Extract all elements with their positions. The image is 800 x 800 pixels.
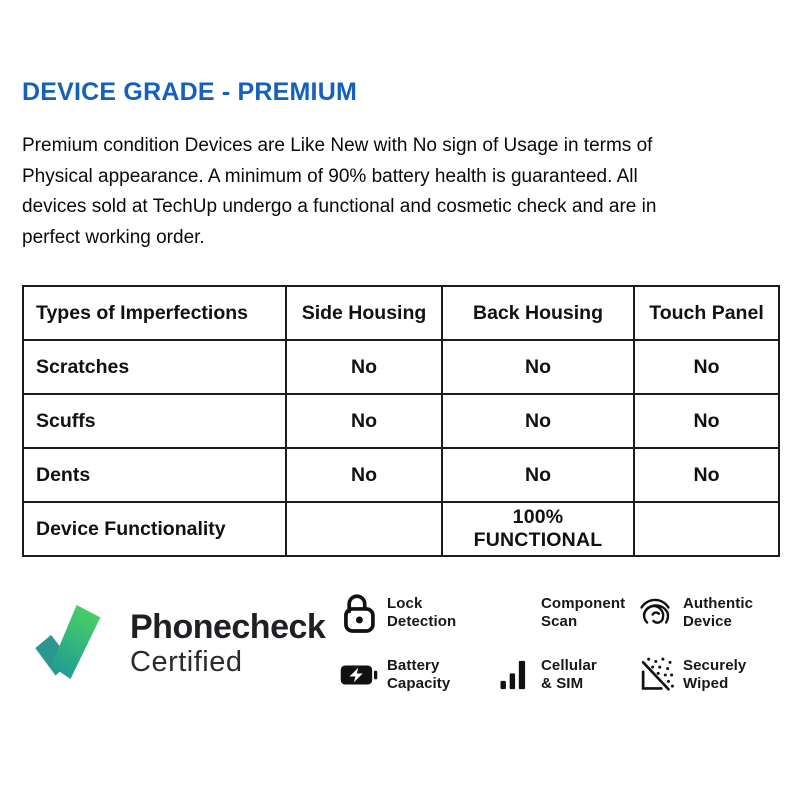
fingerprint-icon	[636, 593, 674, 633]
header-back-housing: Back Housing	[442, 286, 634, 340]
feature-label: Component Scan	[541, 594, 626, 630]
table-row-scratches	[23, 340, 779, 394]
phonecheck-logo	[22, 598, 325, 691]
battery-icon	[340, 655, 378, 695]
cell-value: No	[634, 340, 779, 394]
row-label: Scuffs	[23, 394, 286, 448]
table-row-dents	[23, 448, 779, 502]
cell-value: No	[286, 394, 442, 448]
cell-value: No	[634, 448, 779, 502]
feature-lock-detection	[340, 593, 490, 633]
component-scan-icon-blank	[494, 593, 532, 633]
wipe-icon	[636, 655, 674, 695]
cell-value: No	[442, 448, 634, 502]
feature-label: Battery Capacity	[387, 656, 451, 692]
feature-authentic-device	[636, 593, 778, 633]
feature-component-scan	[494, 593, 632, 633]
phonecheck-certified-text: Certified	[130, 646, 243, 678]
phonecheck-brand-text: Phonecheck	[130, 608, 326, 646]
feature-label: Lock Detection	[387, 594, 457, 630]
table-row-device-functionality	[23, 502, 779, 556]
signal-bars-icon	[494, 655, 532, 695]
header-side-housing: Side Housing	[286, 286, 442, 340]
feature-label: Cellular & SIM	[541, 656, 597, 692]
page-title: DEVICE GRADE - PREMIUM	[22, 78, 357, 106]
header-types-of-imperfections: Types of Imperfections	[23, 286, 286, 340]
feature-cellular-sim	[494, 655, 632, 695]
checkmark-icon	[30, 598, 118, 691]
feature-battery-capacity	[340, 655, 490, 695]
row-label: Dents	[23, 448, 286, 502]
cell-value: No	[442, 340, 634, 394]
cell-value: No	[442, 394, 634, 448]
feature-label: Authentic Device	[683, 594, 754, 630]
cell-value: No	[286, 340, 442, 394]
row-label: Scratches	[23, 340, 286, 394]
cell-value	[286, 502, 442, 556]
cell-value: No	[286, 448, 442, 502]
certification-features	[340, 587, 778, 701]
header-touch-panel: Touch Panel	[634, 286, 779, 340]
certification-row	[22, 578, 778, 710]
functional-status: 100% FUNCTIONAL	[442, 502, 634, 556]
imperfections-table	[22, 285, 780, 557]
feature-label: Securely Wiped	[683, 656, 747, 692]
table-row-scuffs	[23, 394, 779, 448]
cell-value: No	[634, 394, 779, 448]
lock-icon	[340, 593, 378, 633]
page-description: Premium condition Devices are Like New with No sign of Usage in terms of Physical appearance. A minimum of 90% battery health is guaranteed. All devices sold at TechUp undergo a functional and cosmetic check and are in perfect working order.	[22, 135, 657, 248]
feature-securely-wiped	[636, 655, 778, 695]
cell-value	[634, 502, 779, 556]
phonecheck-wordmark	[130, 609, 325, 679]
table-header-row	[23, 286, 779, 340]
row-label: Device Functionality	[23, 502, 286, 556]
